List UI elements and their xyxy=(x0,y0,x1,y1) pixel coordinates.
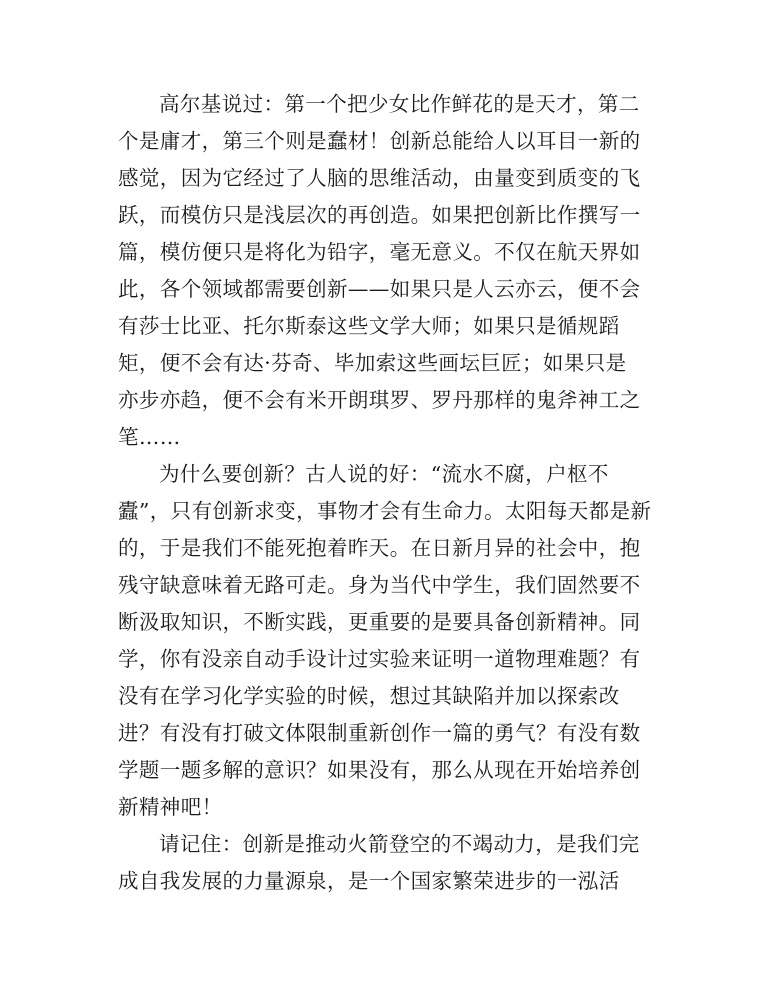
paragraph-1 xyxy=(118,86,648,456)
text-line: 笔…… xyxy=(118,425,181,449)
text-line: 的，于是我们不能死抱着昨天。在日新月异的社会中，抱 xyxy=(118,536,641,560)
text-line: 篇，模仿便只是将化为铅字，毫无意义。不仅在航天界如 xyxy=(118,240,641,264)
article-body xyxy=(118,86,652,900)
text-line: 此，各个领域都需要创新——如果只是人云亦云，便不会 xyxy=(118,277,641,301)
text-line: 个是庸才，第三个则是蠢材！创新总能给人以耳目一新的 xyxy=(118,129,641,153)
paragraph-2 xyxy=(118,456,652,826)
text-line: 没有在学习化学实验的时候，想过其缺陷并加以探索改 xyxy=(118,684,620,708)
text-line: 学，你有没亲自动手设计过实验来证明一道物理难题？有 xyxy=(118,647,641,671)
text-line: 请记住：创新是推动火箭登空的不竭动力，是我们完 xyxy=(159,832,640,856)
text-line: 跃，而模仿只是浅层次的再创造。如果把创新比作撰写一 xyxy=(118,203,641,227)
text-line: 成自我发展的力量源泉，是一个国家繁荣进步的一泓活 xyxy=(118,869,620,893)
text-line: 亦步亦趋，便不会有米开朗琪罗、罗丹那样的鬼斧神工之 xyxy=(118,388,641,412)
text-line: 进？有没有打破文体限制重新创作一篇的勇气？有没有数 xyxy=(118,721,641,745)
text-line: 高尔基说过：第一个把少女比作鲜花的是天才，第二 xyxy=(159,92,640,116)
text-line: 为什么要创新？古人说的好：“流水不腐，户枢不 xyxy=(159,462,609,486)
text-line: 残守缺意味着无路可走。身为当代中学生，我们固然要不 xyxy=(118,573,641,597)
text-line: 新精神吧！ xyxy=(118,795,223,819)
text-line: 学题一题多解的意识？如果没有，那么从现在开始培养创 xyxy=(118,758,641,782)
text-line: 矩，便不会有达·芬奇、毕加索这些画坛巨匠；如果只是 xyxy=(118,351,627,375)
text-line: 感觉，因为它经过了人脑的思维活动，由量变到质变的飞 xyxy=(118,166,641,190)
text-line: 有莎士比亚、托尔斯泰这些文学大师；如果只是循规蹈 xyxy=(118,314,620,338)
text-line: 断汲取知识，不断实践，更重要的是要具备创新精神。同 xyxy=(118,610,641,634)
paragraph-3 xyxy=(118,826,648,900)
text-line: 蠹”，只有创新求变，事物才会有生命力。太阳每天都是新 xyxy=(118,499,652,523)
